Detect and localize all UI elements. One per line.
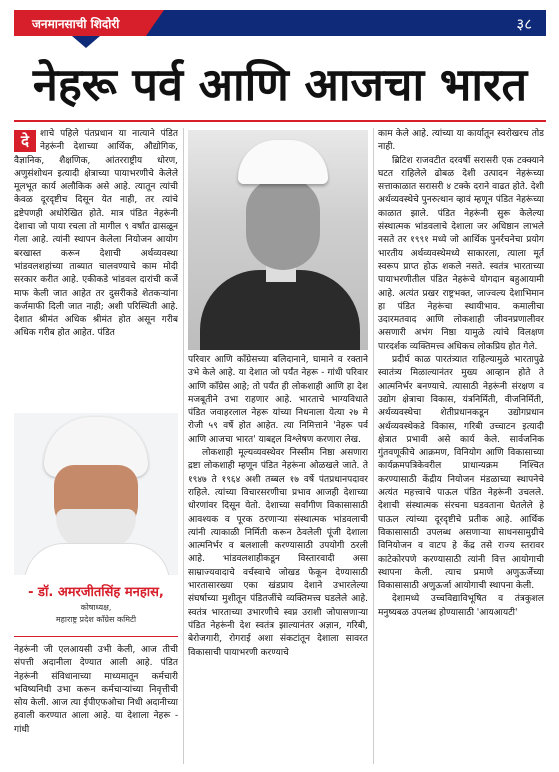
page-number: ३८	[516, 15, 532, 33]
author-caption	[14, 580, 178, 637]
column-1-bottom-text: नेहरूंनी जी एलआयसी उभी केली, आज तीची संपत्ती अदानीला देण्यात आली आहे. पंडित नेहरूंनी संविधानाच्या माध्यमातून कर्मचारी भविष्यनिधी उभा करून कर्मचाऱ्यांच्या निवृत्तीची सोय केली. आज त्या ईपीएफओचा निधी अदानीच्या हवाली करण्यात आला आहे. या देशाला नेहरू - गांधी	[14, 645, 178, 735]
author-organization: महाराष्ट्र प्रदेश काँग्रेस कमिटी	[55, 615, 137, 624]
author-shirt	[24, 543, 170, 575]
author-name: - डॉ. अमरजीतसिंह मनहास,	[28, 585, 164, 600]
column-3	[378, 128, 544, 764]
drop-cap: दे	[14, 130, 36, 152]
column-2-paragraph: परिवार आणि काँग्रेसच्या बलिदानाने, घामाने व रक्ताने उभे केले आहे. या देशात जो पर्यंत नेहरू - गांधी परिवार आणि काँग्रेस आहे; तो पर्यंत ही लोकशाही आणि हा देश मजबूतीने उभा राहणार आहे. भारताचे भाग्यविधाते पंडित जवाहरलाल नेहरू यांच्या निधनाला येत्या २७ मे रोजी ५९ वर्षे होत आहेत. त्या निमित्ताने 'नेहरू पर्व आणि आजचा भारत' याबद्दल विश्लेषण करणारा लेख.	[188, 355, 368, 445]
headline-divider	[14, 120, 546, 122]
column-3-paragraph: काम केले आहे. त्यांच्या या कार्यातून स्वरोखरच तोड नाही.	[378, 129, 544, 153]
nehru-face	[246, 178, 320, 270]
column-1-top	[14, 128, 178, 406]
nehru-cap	[238, 140, 328, 184]
column-divider	[373, 128, 374, 764]
header-pointer-triangle	[72, 36, 100, 48]
nehru-photo	[188, 130, 368, 350]
column-3-paragraph: प्रदीर्घ काळ पारतंत्र्यात राहिल्यामुळे भारतापुढे स्वातंत्र्य मिळाल्यानंतर मुख्य आव्हान होते ते आत्मनिर्भर बनण्याचे. त्यासाठी नेहरूंनी संरक्षण व उद्योग क्षेत्राचा विकास, यंत्रनिर्मिती, वीजनिर्मिती, अर्थव्यवस्थेचा शेतीप्रधानकडून उद्योगप्रधान अर्थव्यवस्थेकडे विकास, गरिबी उच्चाटन इत्यादी क्षेत्रात प्रभावी असे कार्य केले. सार्वजनिक गुंतवणूकीचे आक्रमण, विनियोग आणि विकासाच्या कार्यक्रमपत्रिकेवरील प्राधान्यक्रम निश्चित करण्यासाठी केंद्रीय नियोजन मंडळाच्या स्थापनेचे अत्यंत महत्त्वाचे पाऊल पंडित नेहरूंनी उचलले. देशाची संस्थात्मक संरचना घडवताना घेतलेले हे पाऊल त्यांच्या दूरदृष्टीचे प्रतीक आहे. आर्थिक विकासासाठी उपलब्ध असणाऱ्या साधनसामुग्रीचे विनियोजन व वाटप हे केंद्र तसे राज्य स्तरावर काटेकोरपणे करण्यासाठी त्यांनी वित्त आयोगाची स्थापना केली. त्याच प्रमाणे अणुऊर्जेच्या विकासासाठी अणुऊर्जा आयोगाची स्थापना केली.	[378, 355, 544, 592]
column-1-top-text: शाचे पहिले पंतप्रधान या नात्याने पंडित नेहरूंनी देशाच्या आर्थिक, औद्योगिक, वैज्ञानिक, शैक्षणिक, आंतरराष्ट्रीय धोरण, अणुसंशोधन इत्यादी क्षेत्राच्या पायाभरणीचे केलेले मूलभूत कार्य अलौकिक असे आहे. त्यातून त्यांची केवळ दूरदृष्टीच दिसून येत नाही, तर त्यांचे द्रष्टेपणही अधोरेखित होते. मात्र पंडित नेहरूंनी देशाचा जो पाया रचला तो मागील ९ वर्षांत ढासळून गेला आहे. त्यांनी स्थापन केलेला नियोजन आयोग बरखास्त करून देशाची अर्थव्यवस्था भांडवलशहांच्या ताब्यात चालवण्याचे काम मोदी सरकार करीत आहे. एकीकडे भांडवल दारांची कर्जे माफ केली जात आहेत तर दुसरीकडे शेतकऱ्यांना कर्जमाफी दिली जात नाही; अशी परिस्थिती आहे. देशात श्रीमंत अधिक श्रीमंत होत असून गरीब अधिक गरीब होत आहेत. पंडित	[14, 129, 178, 339]
column-3-paragraph: ब्रिटिश राजवटीत दरवर्षी सरासरी एक टक्क्याने घटत राहिलेले ढोबळ देशी उत्पादन नेहरूंच्या सत्ताकाळात सरासरी ४ टक्के दराने वाढत होते. देशी अर्थव्यवस्थेचे पुनरुत्थान व्हावं म्हणून पंडित नेहरूंच्या काळात झाले. पंडित नेहरूंनी सुरू केलेल्या संस्थात्मक भांडवलाचे देशाला जर अधिष्ठान लाभले नसते तर १९९१ मध्ये जो आर्थिक पुनर्रचनेचा प्रयोग भारतीय अर्थव्यवस्थेमध्ये साकारला, त्याला मूर्त स्वरूप प्राप्त होऊ शकले नसते. स्वतंत्र भारताच्या पायाभरणीतील पंडित नेहरूंचे योगदान बहुआयामी आहे. अत्यंत प्रखर राष्ट्रभक्त, जाज्वल्य देशाभिमान हा पंडित नेहरूंचा स्थायीभाव. कमालीचा उदारमतवाद आणि लोकशाही जीवनप्रणालीवर असणारी अभंग निष्ठा यामुळे त्यांचे विलक्षण पारदर्शक व्यक्तिमत्त्व अधिकच लोकप्रिय होत गेले.	[378, 155, 544, 352]
column-2	[188, 354, 368, 764]
section-title: जनमानसाची शिदोरी	[32, 17, 120, 31]
nehru-coat	[200, 270, 360, 350]
author-role: कोषाध्यक्ष,	[80, 603, 112, 612]
column-divider	[183, 128, 184, 764]
column-1-bottom	[14, 644, 178, 764]
author-photo	[14, 413, 178, 575]
column-3-paragraph: देशामध्ये उच्चविद्याविभूषित व तंत्रकुशल मनुष्यबळ उपलब्ध होण्यासाठी 'आयआयटी'	[378, 594, 544, 618]
article-headline: नेहरू पर्व आणि आजचा भारत	[32, 58, 528, 111]
column-2-paragraph: लोकशाही मूल्यव्यवस्थेवर निस्सीम निष्ठा असणारा द्रष्टा लोकशाही म्हणून पंडित नेहरूंना ओळखले जाते. ते १९४७ ते १९६४ अशी तब्बल १७ वर्षे पंतप्रधानपदावर राहिले. त्यांच्या विचारसरणीचा प्रभाव आजही देशाच्या धोरणांवर दिसून येतो. देशाच्या सर्वांगीण विकासासाठी आवश्यक व पूरक ठरणाऱ्या संस्थात्मक भांडवलाची त्यांनी त्याकाळी निर्मिती करून ठेवलेली पूंजी देशाला आत्मनिर्भर व बलशाली करण्यासाठी उपयोगी ठरली आहे. भांडवलशाहीकडून विस्तारवादी असा साम्राज्यवादाचे वर्चस्वाचे जोखड फेकून देण्यासाठी भारतासारख्या एका खंडप्राय देशाने उभारलेल्या संघर्षाच्या मुशीतून पंडितजींचे व्यक्तिमत्त्व घडलेले आहे. स्वतंत्र भारताच्या उभारणीचे स्वप्न उराशी जोपासणाऱ्या पंडित नेहरूंनी देश स्वतंत्र झाल्यानंतर अज्ञान, गरिबी, बेरोजगारी, रोगराई अशा संकटांतून देशाला सावरत विकासाची पायाभरणी करण्याचे	[188, 448, 368, 658]
section-header-bar	[14, 10, 546, 36]
